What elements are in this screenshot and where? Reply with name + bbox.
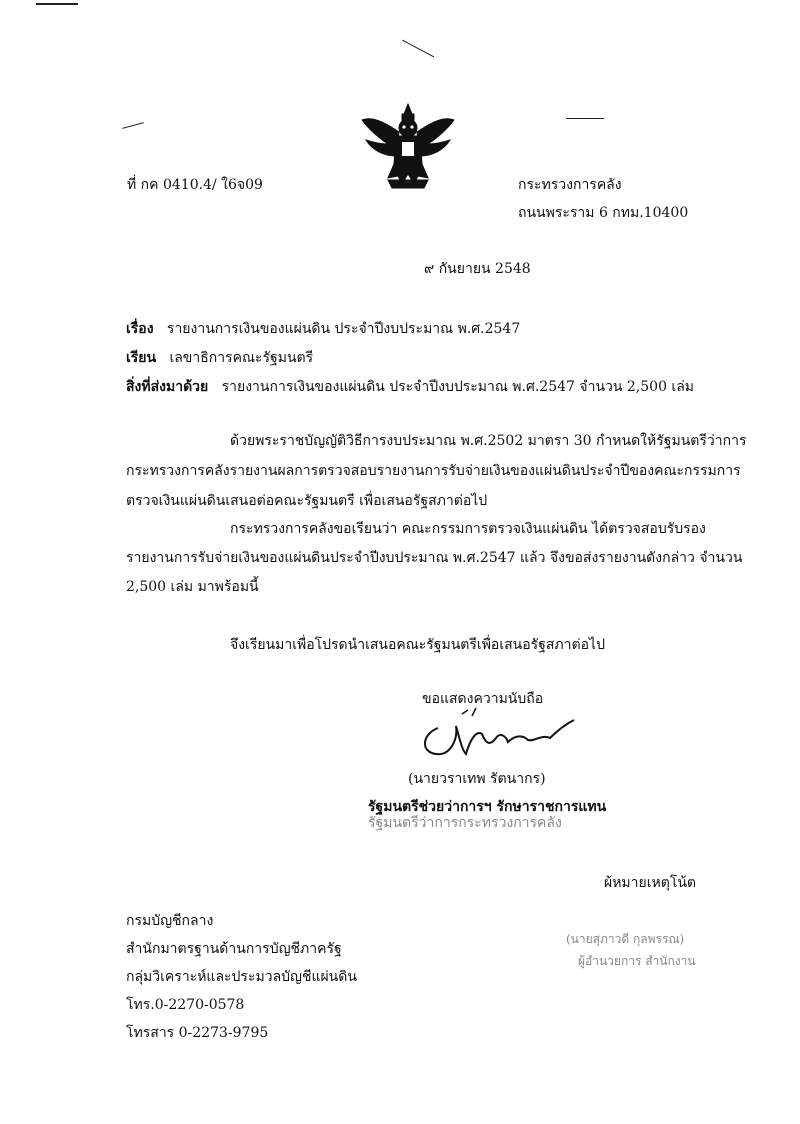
ministry-address: ถนนพระราม 6 กทม.10400 [518, 205, 689, 221]
body-paragraph-1-line-2: กระทรวงการคลังรายงานผลการตรวจสอบรายงานการรับจ่ายเงินของแผ่นดินประจำปีของคณะกรรมการ [126, 463, 741, 479]
salutation: ขอแสดงความนับถือ [422, 691, 544, 707]
recipient-label: เรียน [126, 350, 157, 366]
body-paragraph-1-line-3: ตรวจเงินแผ่นดินเสนอต่อคณะรัฐมนตรี เพื่อเสนอรัฐสภาต่อไป [126, 493, 488, 509]
enclosure-label: สิ่งที่ส่งมาด้วย [126, 379, 209, 395]
recipient-text: เลขาธิการคณะรัฐมนตรี [169, 350, 314, 366]
recipient-line [126, 347, 313, 369]
footer-group: กลุ่มวิเคราะห์และประมวลบัญชีแผ่นดิน [126, 969, 357, 985]
body-paragraph-1-line-1: ด้วยพระราชบัญญัติวิธีการงบประมาณ พ.ศ.2502 มาตรา 30 กำหนดให้รัฐมนตรีว่าการ [230, 433, 747, 449]
signatory-title-sub: รัฐมนตรีว่าการกระทรวงการคลัง [368, 815, 562, 831]
faint-stamp-line-2: ผู้อำนวยการ สำนักงาน [578, 954, 696, 968]
subject-text: รายงานการเงินของแผ่นดิน ประจำปีงบประมาณ พ.ศ.2547 [166, 321, 521, 337]
scan-mark [402, 40, 434, 58]
ministry-name: กระทรวงการคลัง [518, 177, 622, 193]
letter-date: ๙ กันยายน 2548 [424, 261, 531, 277]
enclosure-text: รายงานการเงินของแผ่นดิน ประจำปีงบประมาณ พ.ศ.2547 จำนวน 2,500 เล่ม [221, 379, 695, 395]
garuda-emblem-icon [358, 100, 458, 195]
faint-stamp-line-1: (นายสุภาวดี กุลพรรณ) [566, 932, 685, 946]
signatory-name: (นายวราเทพ รัตนากร) [408, 771, 546, 787]
reference-number: ที่ กค 0410.4/ ใ6จ09 [127, 177, 263, 193]
closing-request: จึงเรียนมาเพื่อโปรดนำเสนอคณะรัฐมนตรีเพื่อเสนอรัฐสภาต่อไป [230, 637, 605, 653]
handwritten-note: ผ้หมายเหตุโน้ต [604, 875, 697, 891]
scan-mark [122, 122, 144, 129]
footer-fax: โทรสาร 0-2273-9795 [126, 1025, 269, 1041]
footer-office: สำนักมาตรฐานด้านการบัญชีภาครัฐ [126, 941, 342, 957]
footer-phone: โทร.0-2270-0578 [126, 997, 245, 1013]
signatory-title: รัฐมนตรีช่วยว่าการฯ รักษาราชการแทน [368, 799, 607, 815]
scan-mark [566, 118, 604, 119]
subject-line [126, 318, 520, 340]
body-paragraph-2-line-3: 2,500 เล่ม มาพร้อมนี้ [126, 579, 259, 595]
scan-mark [36, 3, 78, 5]
handwritten-signature [410, 700, 590, 770]
body-paragraph-2-line-1: กระทรวงการคลังขอเรียนว่า คณะกรรมการตรวจเงินแผ่นดิน ได้ตรวจสอบรับรอง [230, 521, 706, 537]
subject-label: เรื่อง [126, 321, 154, 337]
body-paragraph-2-line-2: รายงานการรับจ่ายเงินของแผ่นดินประจำปีงบประมาณ พ.ศ.2547 แล้ว จึงขอส่งรายงานดังกล่าว จำนวน [126, 550, 743, 566]
footer-department: กรมบัญชีกลาง [126, 913, 214, 929]
enclosure-line [126, 376, 694, 398]
